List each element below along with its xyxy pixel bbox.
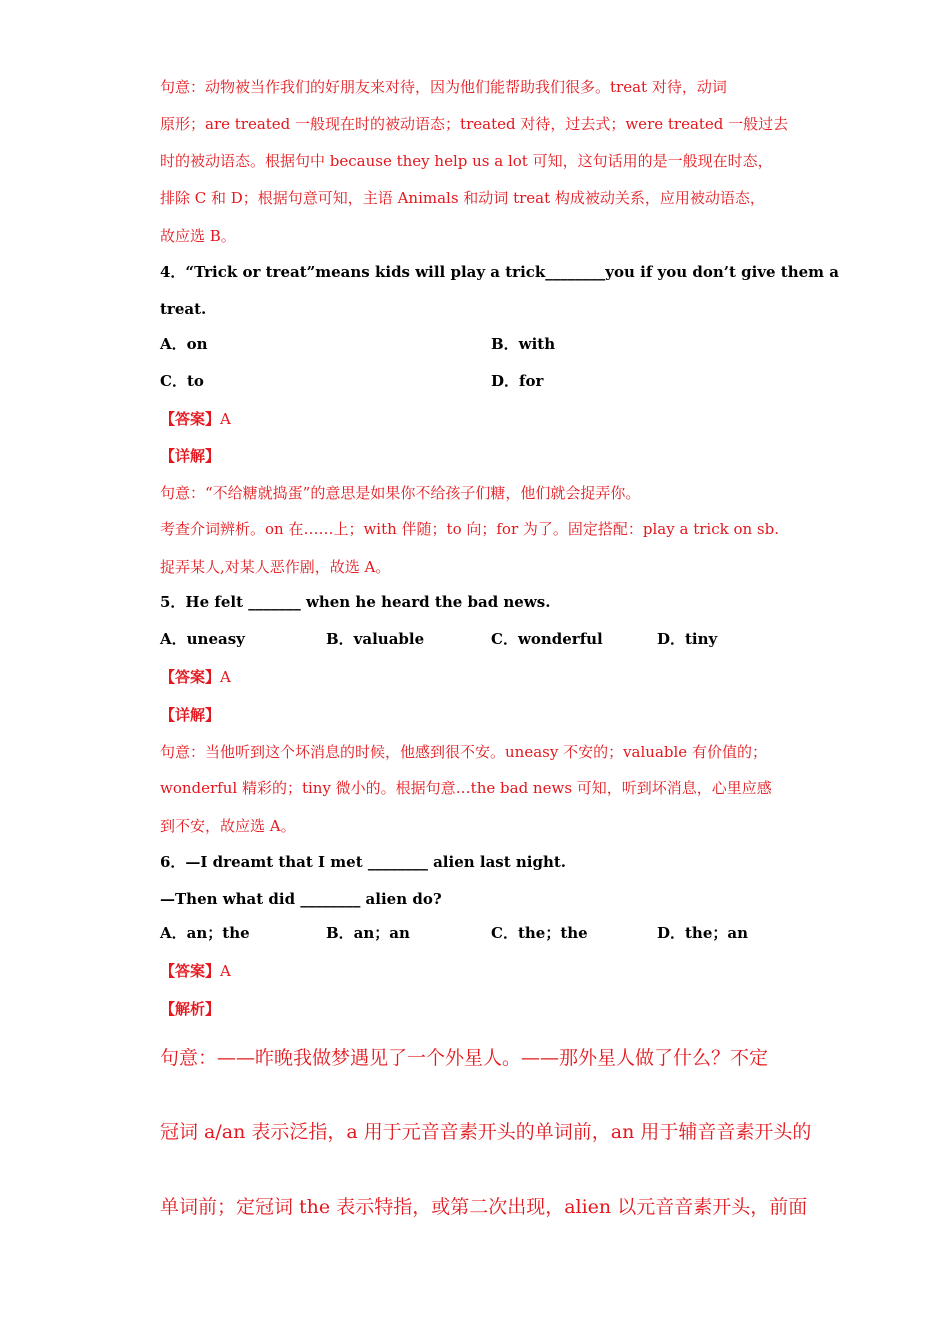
q4-detail-tag: 【详解】 <box>160 447 221 465</box>
q6-option-b: B．an；an <box>326 924 410 942</box>
q6-stem-line-1: 6．—I dreamt that I met ________ alien last night. <box>160 853 567 871</box>
q6-explanation-line-1: 句意：——昨晚我做梦遇见了一个外星人。——那外星人做了什么？不定 <box>160 1047 769 1069</box>
q5-answer-tag: 【答案】 <box>160 668 221 686</box>
q6-stem-line-2: —Then what did ________ alien do? <box>160 890 442 908</box>
q4-answer-value: A <box>220 410 231 428</box>
q4-stem-line-1: 4．“Trick or treat”means kids will play a trick________you if you don’t give them a <box>160 263 839 281</box>
q4-stem-line-2: treat. <box>160 300 207 318</box>
q6-answer-value: A <box>220 962 231 980</box>
q4-option-d: D．for <box>491 372 544 390</box>
q5-answer-value: A <box>220 668 231 686</box>
q4-option-c: C．to <box>160 372 204 390</box>
q5-explanation-line-3: 到不安，故应选 A。 <box>160 817 296 835</box>
q6-detail-tag: 【解析】 <box>160 1000 221 1018</box>
q4-explanation-line-1: 句意：“不给糖就捣蛋”的意思是如果你不给孩子们糖，他们就会捉弄你。 <box>160 484 641 502</box>
q6-explanation-line-2: 冠词 a/an 表示泛指，a 用于元音音素开头的单词前，an 用于辅音音素开头的 <box>160 1121 812 1143</box>
q6-answer-row <box>160 960 800 982</box>
q3-explanation-line-2: 原形；are treated 一般现在时的被动语态；treated 对待，过去式；were treated 一般过去 <box>160 115 789 133</box>
q5-option-a: A．uneasy <box>160 630 245 648</box>
q5-option-c: C．wonderful <box>491 630 603 648</box>
q6-option-d: D．the；an <box>657 924 749 942</box>
q6-answer-tag: 【答案】 <box>160 962 221 980</box>
q4-option-b: B．with <box>491 335 556 353</box>
q3-explanation-line-3: 时的被动语态。根据句中 because they help us a lot 可知，这句话用的是一般现在时态， <box>160 152 773 170</box>
q4-explanation-line-3: 捉弄某人,对某人恶作剧，故选 A。 <box>160 558 391 576</box>
q5-detail-tag: 【详解】 <box>160 706 221 724</box>
q3-explanation-line-5: 故应选 B。 <box>160 227 236 245</box>
q3-explanation-line-1: 句意：动物被当作我们的好朋友来对待，因为他们能帮助我们很多。treat 对待，动词 <box>160 78 727 96</box>
q5-stem: 5．He felt _______ when he heard the bad news. <box>160 593 551 611</box>
q5-answer-row <box>160 666 800 688</box>
q6-option-a: A．an；the <box>160 924 250 942</box>
q4-answer-row <box>160 408 800 430</box>
q5-option-b: B．valuable <box>326 630 425 648</box>
q3-explanation-line-4: 排除 C 和 D；根据句意可知，主语 Animals 和动词 treat 构成被动关系，应用被动语态， <box>160 189 765 207</box>
q4-answer-tag: 【答案】 <box>160 410 221 428</box>
q4-option-a: A．on <box>160 335 208 353</box>
q5-option-d: D．tiny <box>657 630 718 648</box>
q4-explanation-line-2: 考查介词辨析。on 在……上；with 伴随；to 向；for 为了。固定搭配：play a trick on sb. <box>160 520 779 538</box>
q6-option-c: C．the；the <box>491 924 588 942</box>
q5-explanation-line-2: wonderful 精彩的；tiny 微小的。根据句意…the bad news 可知，听到坏消息，心里应感 <box>160 779 772 797</box>
q5-explanation-line-1: 句意：当他听到这个坏消息的时候，他感到很不安。uneasy 不安的；valuable 有价值的； <box>160 743 767 761</box>
q6-explanation-line-3: 单词前；定冠词 the 表示特指，或第二次出现，alien 以元音音素开头，前面 <box>160 1196 808 1218</box>
